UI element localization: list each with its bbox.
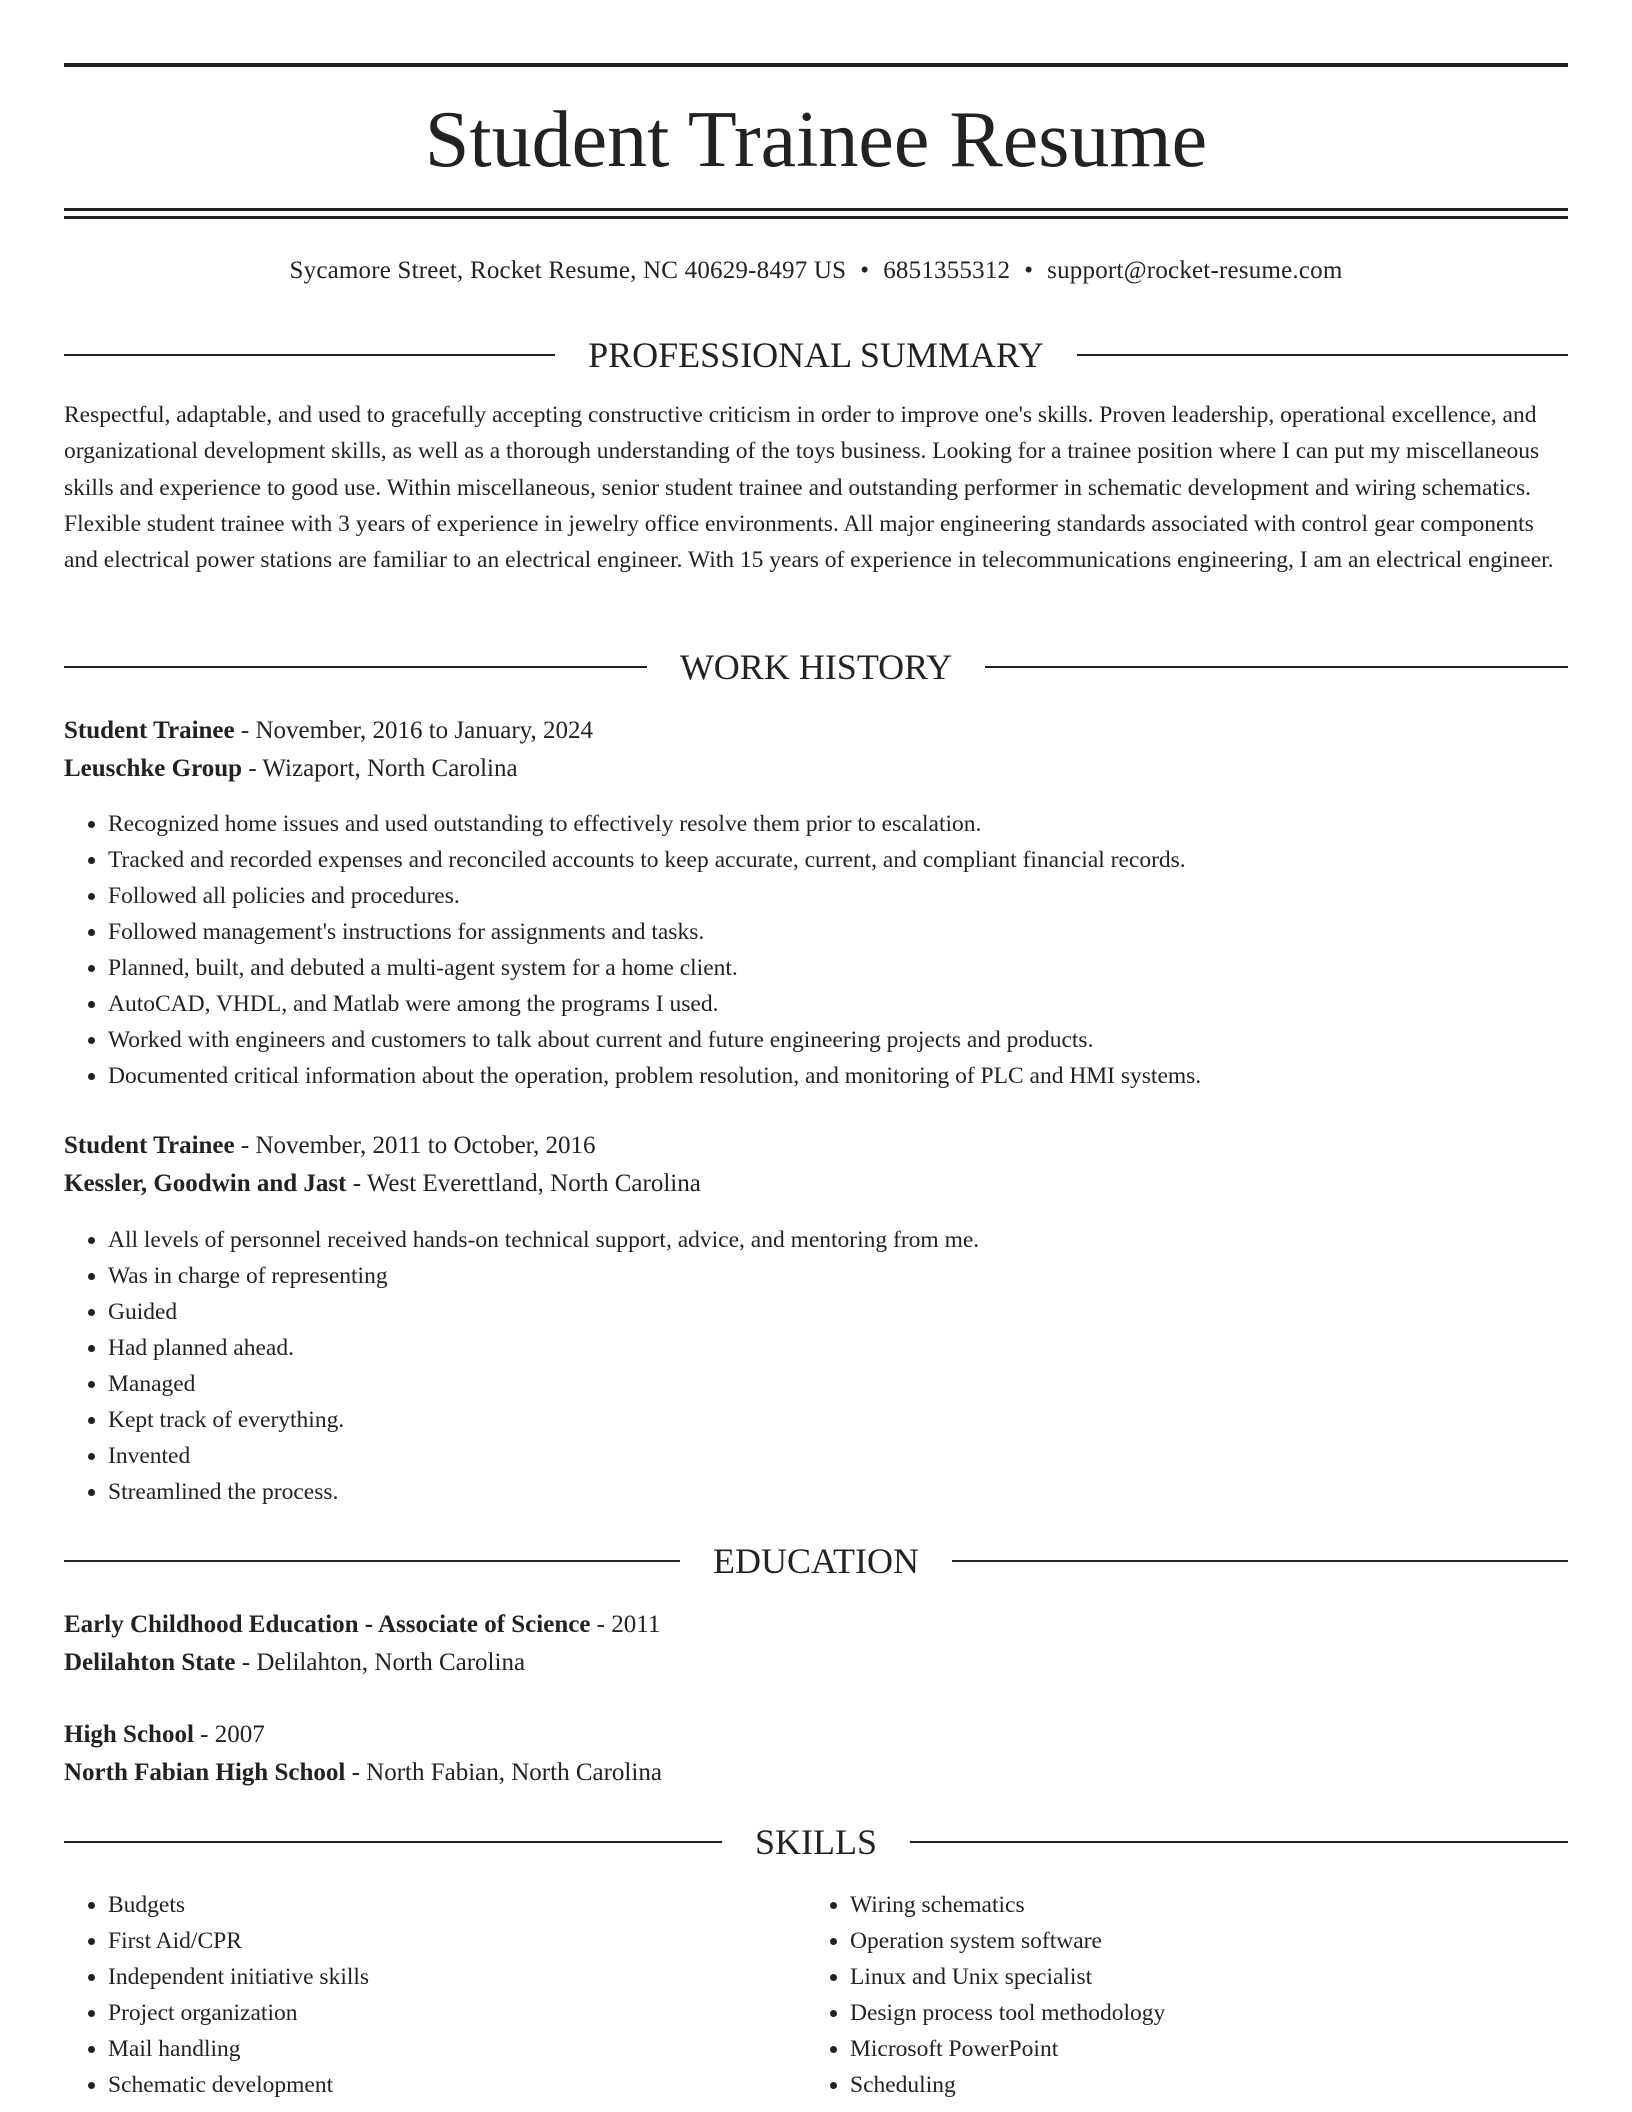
education-year: - 2007	[193, 1721, 265, 1748]
job-bullets	[64, 1222, 979, 1510]
education-year: - 2011	[590, 1611, 661, 1638]
education-degree-line	[64, 1606, 660, 1644]
list-item: • Invented	[108, 1438, 979, 1474]
contact-email: support@rocket-resume.com	[1047, 257, 1343, 284]
list-item: • Streamlined the process.	[108, 1474, 979, 1510]
skill-item: • Project organization	[108, 1995, 808, 2031]
list-item: • Worked with engineers and customers to talk about current and future engineering projects and products.	[108, 1022, 1201, 1058]
job-title-line	[64, 1127, 596, 1165]
skill-item: • Scheduling	[850, 2067, 1550, 2103]
summary-text: Respectful, adaptable, and used to gracefully accepting constructive criticism in order to improve one's skills. Proven leadership, operational excellence, and organizational development skills, as well as a thorough understanding of the toys business. Looking for a trainee position where I can put my miscellaneous skills and experience to good use. Within miscellaneous, senior student trainee and outstanding performer in schematic development and wiring schematics. Flexible student trainee with 3 years of experience in jewelry office environments. All major engineering standards associated with control gear components and electrical power stations are familiar to an electrical engineer. With 15 years of experience in telecommunications engineering, I am an electrical engineer.	[64, 402, 1554, 574]
contact-separator: •	[860, 257, 870, 284]
header-bottom-rule-1	[64, 208, 1568, 211]
skill-item: • First Aid/CPR	[108, 1923, 808, 1959]
skill-item: • Operation system software	[850, 1923, 1550, 1959]
divider	[64, 1560, 680, 1562]
education-location: - North Fabian, North Carolina	[345, 1759, 662, 1786]
divider	[1077, 354, 1568, 356]
skill-item: • Independent initiative skills	[108, 1959, 808, 1995]
section-heading-work-history	[64, 643, 1568, 691]
section-heading-summary	[64, 331, 1568, 379]
education-school: North Fabian High School	[64, 1759, 346, 1786]
job-title: Student Trainee	[64, 717, 235, 744]
skills-list-left	[64, 1887, 808, 2103]
list-item: • Recognized home issues and used outstanding to effectively resolve them prior to escalation.	[108, 806, 1201, 842]
job-location: - West Everettland, North Carolina	[346, 1170, 701, 1197]
list-item: • Had planned ahead.	[108, 1330, 979, 1366]
section-title: EDUCATION	[713, 1541, 919, 1581]
list-item: • Was in charge of representing	[108, 1258, 979, 1294]
education-degree: High School	[64, 1721, 194, 1748]
education-degree-line	[64, 1716, 265, 1754]
education-degree: Early Childhood Education - Associate of Science	[64, 1611, 591, 1638]
contact-phone: 6851355312	[883, 257, 1011, 284]
job-company-line	[64, 1165, 701, 1203]
page-title: Student Trainee Resume	[424, 96, 1208, 184]
section-title: WORK HISTORY	[679, 647, 953, 687]
job-title-line	[64, 712, 593, 750]
divider	[64, 354, 555, 356]
job-company-line	[64, 750, 518, 788]
job-company: Kessler, Goodwin and Jast	[64, 1170, 347, 1197]
divider	[910, 1841, 1568, 1843]
list-item: • Documented critical information about the operation, problem resolution, and monitoring of PLC and HMI systems.	[108, 1058, 1201, 1094]
list-item: • AutoCAD, VHDL, and Matlab were among the programs I used.	[108, 986, 1201, 1022]
list-item: • Planned, built, and debuted a multi-agent system for a home client.	[108, 950, 1201, 986]
list-item: • Managed	[108, 1366, 979, 1402]
education-location: - Delilahton, North Carolina	[235, 1649, 526, 1676]
divider	[64, 666, 647, 668]
header-top-rule	[64, 63, 1568, 67]
section-title: PROFESSIONAL SUMMARY	[588, 335, 1044, 375]
section-heading-education	[64, 1537, 1568, 1585]
list-item: • Kept track of everything.	[108, 1402, 979, 1438]
divider	[952, 1560, 1568, 1562]
contact-line	[0, 254, 1632, 288]
job-dates: - November, 2016 to January, 2024	[234, 717, 594, 744]
job-dates: - November, 2011 to October, 2016	[234, 1132, 596, 1159]
job-bullets	[64, 806, 1201, 1094]
education-school-line	[64, 1754, 662, 1792]
contact-separator: •	[1024, 257, 1034, 284]
skill-item: • Microsoft PowerPoint	[850, 2031, 1550, 2067]
list-item: • All levels of personnel received hands-on technical support, advice, and mentoring from me.	[108, 1222, 979, 1258]
skill-item: • Design process tool methodology	[850, 1995, 1550, 2031]
job-location: - Wizaport, North Carolina	[242, 755, 518, 782]
list-item: • Followed all policies and procedures.	[108, 878, 1201, 914]
skill-item: • Wiring schematics	[850, 1887, 1550, 1923]
list-item: • Followed management's instructions for assignments and tasks.	[108, 914, 1201, 950]
section-title: SKILLS	[755, 1822, 878, 1862]
divider	[64, 1841, 722, 1843]
list-item: • Guided	[108, 1294, 979, 1330]
job-title: Student Trainee	[64, 1132, 235, 1159]
skills-list-right	[806, 1887, 1550, 2103]
header-bottom-rule-2	[64, 216, 1568, 219]
contact-address: Sycamore Street, Rocket Resume, NC 40629-8497 US	[289, 257, 847, 284]
education-school: Delilahton State	[64, 1649, 236, 1676]
skill-item: • Linux and Unix specialist	[850, 1959, 1550, 1995]
job-company: Leuschke Group	[64, 755, 243, 782]
education-school-line	[64, 1644, 525, 1682]
skill-item: • Budgets	[108, 1887, 808, 1923]
skill-item: • Mail handling	[108, 2031, 808, 2067]
divider	[985, 666, 1568, 668]
list-item: • Tracked and recorded expenses and reconciled accounts to keep accurate, current, and compliant financial records.	[108, 842, 1201, 878]
section-heading-skills	[64, 1818, 1568, 1866]
skill-item: • Schematic development	[108, 2067, 808, 2103]
